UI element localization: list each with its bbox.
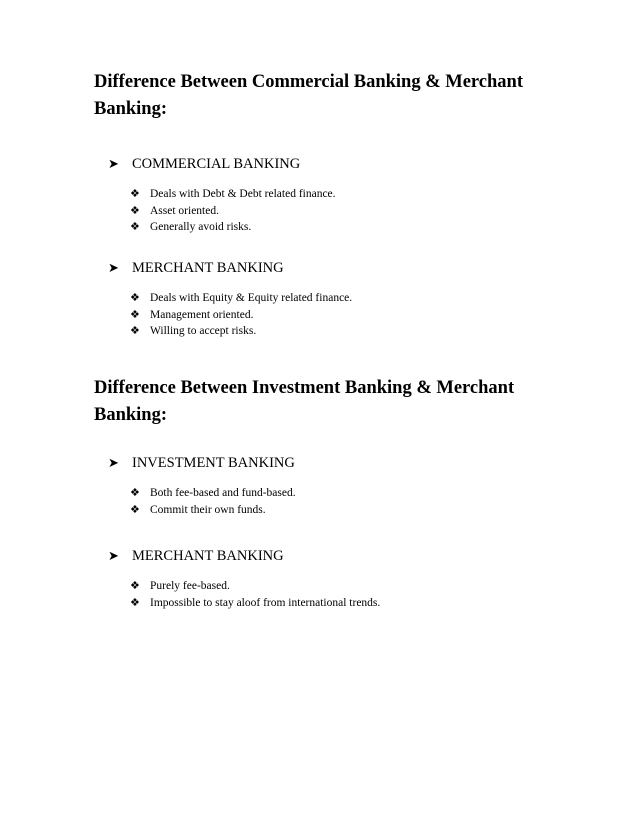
diamond-bullet-icon: ❖ (130, 503, 140, 516)
list-item-text: Impossible to stay aloof from international trends. (150, 596, 381, 609)
group-title-investment-banking (108, 454, 295, 472)
diamond-bullet-icon: ❖ (130, 204, 140, 217)
group-title-merchant-banking (108, 259, 284, 277)
list-item-text: Both fee-based and fund-based. (150, 487, 296, 499)
arrow-bullet-icon: ➤ (108, 548, 119, 563)
diamond-bullet-icon: ❖ (130, 580, 140, 592)
list-item-text: Commit their own funds. (150, 503, 266, 516)
list-item (130, 595, 380, 612)
group-title-text: COMMERCIAL BANKING (132, 156, 301, 172)
list-item (130, 307, 352, 324)
bullet-list-investment-banking (130, 485, 296, 518)
heading-line: Banking: (94, 405, 168, 425)
arrow-bullet-icon: ➤ (108, 455, 119, 470)
group-title-text: MERCHANT BANKING (132, 548, 284, 564)
diamond-bullet-icon: ❖ (130, 308, 140, 321)
list-item-text: Purely fee-based. (150, 580, 230, 592)
list-item (130, 186, 336, 203)
bullet-list-merchant-banking-2 (130, 578, 380, 611)
list-item (130, 578, 380, 595)
list-item (130, 502, 296, 519)
list-item-text: Management oriented. (150, 308, 254, 321)
diamond-bullet-icon: ❖ (130, 596, 140, 609)
group-title-text: INVESTMENT BANKING (132, 455, 295, 471)
heading-line: Difference Between Commercial Banking & Merchant (94, 72, 524, 92)
group-title-commercial-banking (108, 155, 300, 173)
list-item (130, 219, 336, 236)
list-item (130, 323, 352, 340)
arrow-bullet-icon: ➤ (108, 156, 119, 171)
diamond-bullet-icon: ❖ (130, 221, 140, 233)
section-heading-investment-vs-merchant (94, 375, 564, 429)
bullet-list-merchant-banking (130, 290, 352, 340)
arrow-bullet-icon: ➤ (108, 260, 119, 275)
diamond-bullet-icon: ❖ (130, 487, 140, 499)
list-item-text: Deals with Equity & Equity related finance. (150, 292, 353, 304)
list-item (130, 203, 336, 220)
list-item (130, 290, 352, 307)
list-item-text: Generally avoid risks. (150, 221, 252, 233)
list-item-text: Deals with Debt & Debt related finance. (150, 188, 336, 200)
list-item-text: Willing to accept risks. (150, 325, 257, 337)
group-title-merchant-banking-2 (108, 547, 284, 565)
list-item (130, 485, 296, 502)
diamond-bullet-icon: ❖ (130, 292, 140, 304)
list-item-text: Asset oriented. (150, 204, 219, 217)
heading-line: Difference Between Investment Banking & Merchant (94, 378, 515, 398)
heading-line: Banking: (94, 99, 168, 119)
diamond-bullet-icon: ❖ (130, 325, 140, 337)
section-heading-commercial-vs-merchant (94, 69, 564, 123)
diamond-bullet-icon: ❖ (130, 188, 140, 200)
group-title-text: MERCHANT BANKING (132, 260, 284, 276)
bullet-list-commercial-banking (130, 186, 336, 236)
